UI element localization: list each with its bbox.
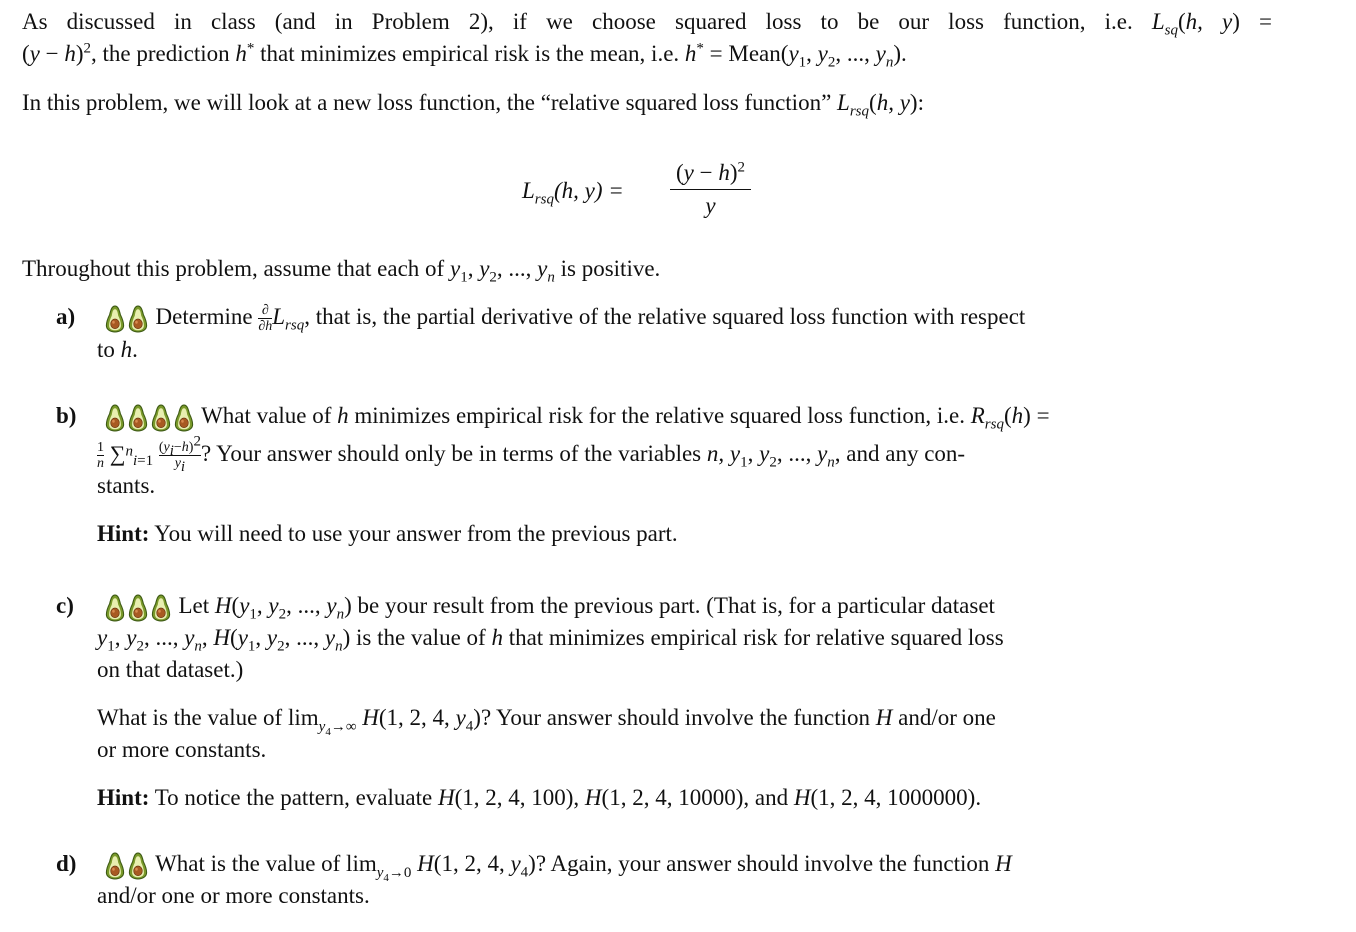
part-b bbox=[56, 400, 1270, 550]
part-d-text-end: ? Again, your answer should involve the function bbox=[535, 851, 990, 876]
part-d-line2-text: and/or one or more constants. bbox=[97, 883, 370, 908]
paragraph2-text: In this problem, we will look at a new loss function, the “relative squared loss function” bbox=[22, 90, 832, 115]
hint-value-3: 1000000 bbox=[887, 785, 968, 810]
assumption-text-start: Throughout this problem, assume that each of bbox=[22, 256, 445, 281]
assumption-text-end: is positive. bbox=[560, 256, 661, 281]
part-c-line2-end: that minimizes empirical risk for relative squared loss bbox=[508, 625, 1004, 650]
summand-fraction: $\frac{(y_i-h)^2}{y_i}$ bbox=[158, 433, 201, 476]
part-a-line-2: to h. bbox=[97, 337, 138, 363]
part-c-line-2: $y_1$, $y_2$, ..., $y_n$, $H(y_1$, $y_2$, ..., $y_n$) is the value of h that minimizes empirical risk for relative squared loss bbox=[97, 625, 1004, 655]
fraction-numerator: $(y - h)^2$ bbox=[676, 159, 746, 185]
part-c-question-end2: and/or one bbox=[898, 705, 996, 730]
avocado-icon bbox=[104, 594, 126, 622]
intro-paragraph bbox=[22, 6, 1272, 70]
part-c-question-line-2 bbox=[56, 734, 1270, 766]
part-d-line-1: d) What is the value of $\lim_{y_4\to 0} H(1$, 2, 4, $y_4$)? Again, your answer should involve the function H bbox=[56, 848, 1270, 880]
part-b-line2-b: , and any con- bbox=[834, 441, 966, 466]
part-d-label: d) bbox=[56, 851, 77, 876]
part-a-text-end: , that is, the partial derivative of the relative squared loss function with respect bbox=[304, 304, 1026, 329]
part-c-line3-text: on that dataset.) bbox=[97, 657, 244, 682]
part-b-label: b) bbox=[56, 403, 77, 428]
part-c-text-start: Let bbox=[178, 593, 210, 618]
part-b-line-2: $\frac{1}{n}$ ∑$^n_{i=1}$ $\frac{(y_i-h)^2}{y_i}$ ? Your answer should only be in terms of the variables n, $y_1$, $y_2$, ..., $y_n$, and any con- bbox=[97, 433, 966, 476]
part-c-line-3 bbox=[56, 654, 1270, 686]
avocado-icon bbox=[150, 404, 172, 432]
part-a-label: a) bbox=[56, 304, 76, 329]
part-b-text-start: What value of bbox=[201, 403, 332, 428]
part-c-text-mid: be your result from the previous part. (That is, for a particular dataset bbox=[357, 593, 995, 618]
paragraph-relative-loss: In this problem, we will look at a new loss function, the “relative squared loss function” $L_{rsq}(h$, y): bbox=[22, 90, 924, 120]
part-c-hint: Hint: To notice the pattern, evaluate H(1, 2, 4, 100), H(1, 2, 4, 10000), and H(1, 2, 4, 1000000). bbox=[97, 785, 982, 810]
part-a-text-start: Determine bbox=[155, 304, 253, 329]
intro-line-1: As discussed in class (and in Problem 2), if we choose squared loss to be our loss function, i.e. $L_{sq}(h$, y) = bbox=[22, 9, 1273, 39]
part-b-hint-text: You will need to use your answer from the previous part. bbox=[154, 521, 678, 546]
hint-value-2: 10000 bbox=[678, 785, 736, 810]
avocado-icon bbox=[104, 852, 126, 880]
part-b-hint-label: Hint: bbox=[97, 521, 150, 546]
part-c-hint-text: To notice the pattern, evaluate bbox=[154, 785, 433, 810]
part-c-hint-label: Hint: bbox=[97, 785, 150, 810]
part-a bbox=[56, 301, 1270, 366]
avocado-icon bbox=[127, 594, 149, 622]
part-c-question-end: ? Your answer should involve the function bbox=[480, 705, 870, 730]
part-c-line-1: c) Let $H(y_1$, $y_2$, ..., $y_n$) be your result from the previous part. (That is, for a particular dataset bbox=[56, 590, 1270, 622]
part-b-line-3 bbox=[56, 470, 1270, 502]
part-c-question: What is the value of $\lim_{y_4\to\infty} H(1$, 2, 4, $y_4$)? Your answer should involve the function H and/or one bbox=[97, 705, 996, 738]
part-c-question-start: What is the value of lim bbox=[97, 705, 319, 730]
part-c-question-line2: or more constants. bbox=[97, 737, 267, 762]
avocado-icon bbox=[150, 594, 172, 622]
and-word: and bbox=[754, 785, 789, 810]
part-d-line-2 bbox=[56, 880, 1270, 912]
part-d bbox=[56, 848, 1270, 912]
part-a-line-1: a) Determine $\frac{\partial}{\partial h}$ $L_{rsq}$, that is, the partial derivative of the relative squared loss function with respect bbox=[56, 301, 1270, 334]
part-c-line2-mid: is the value of bbox=[356, 625, 486, 650]
partial-derivative-symbol: $\frac{\partial}{\partial h}$ bbox=[258, 303, 273, 335]
avocado-icon bbox=[104, 305, 126, 333]
equation-lhs: $L_{rsq}(h$, y) = bbox=[522, 178, 624, 208]
intro-line-2: $(y - h)^2$, the prediction h* that minimizes empirical risk is the mean, i.e. $h^* = Mean(y_1$, $y_2$, ..., $y_n$). bbox=[22, 40, 907, 71]
part-b-hint bbox=[56, 518, 1270, 550]
part-c-label: c) bbox=[56, 593, 74, 618]
fraction-denominator: y bbox=[670, 189, 751, 222]
part-d-text-start: What is the value of lim bbox=[155, 851, 377, 876]
hint-value-1: 100 bbox=[531, 785, 566, 810]
intro-text-1: As discussed in class (and in Problem 2), if we choose squared loss to be our loss function, i.e. bbox=[22, 9, 1133, 34]
part-a-line2-text: to bbox=[97, 337, 115, 363]
assumption-paragraph: Throughout this problem, assume that each of $y_1$, $y_2$, ..., $y_n$ is positive. bbox=[22, 256, 661, 286]
one-over-n: $\frac{1}{n}$ bbox=[97, 440, 104, 472]
avocado-icon bbox=[127, 404, 149, 432]
avocado-icon bbox=[173, 404, 195, 432]
part-b-text-mid: minimizes empirical risk for the relative squared loss function, i.e. bbox=[354, 403, 965, 428]
equation-fraction bbox=[670, 157, 751, 222]
mean-word: Mean bbox=[728, 41, 781, 66]
avocado-icon bbox=[127, 305, 149, 333]
part-b-line2-a: ? Your answer should only be in terms of the variables bbox=[200, 441, 702, 466]
part-c bbox=[56, 590, 1270, 814]
intro-text-2: that minimizes empirical risk is the mean, i.e. bbox=[260, 41, 680, 66]
avocado-icon bbox=[104, 404, 126, 432]
display-equation bbox=[520, 150, 780, 230]
intro-text-prediction: , the prediction bbox=[91, 41, 230, 66]
part-b-line3-text: stants. bbox=[97, 473, 156, 498]
part-b-line-1: b) What value of h minimizes empirical risk for the relative squared loss function, i.e. $R_{rsq}(h)$ = bbox=[56, 400, 1270, 432]
avocado-icon bbox=[127, 852, 149, 880]
